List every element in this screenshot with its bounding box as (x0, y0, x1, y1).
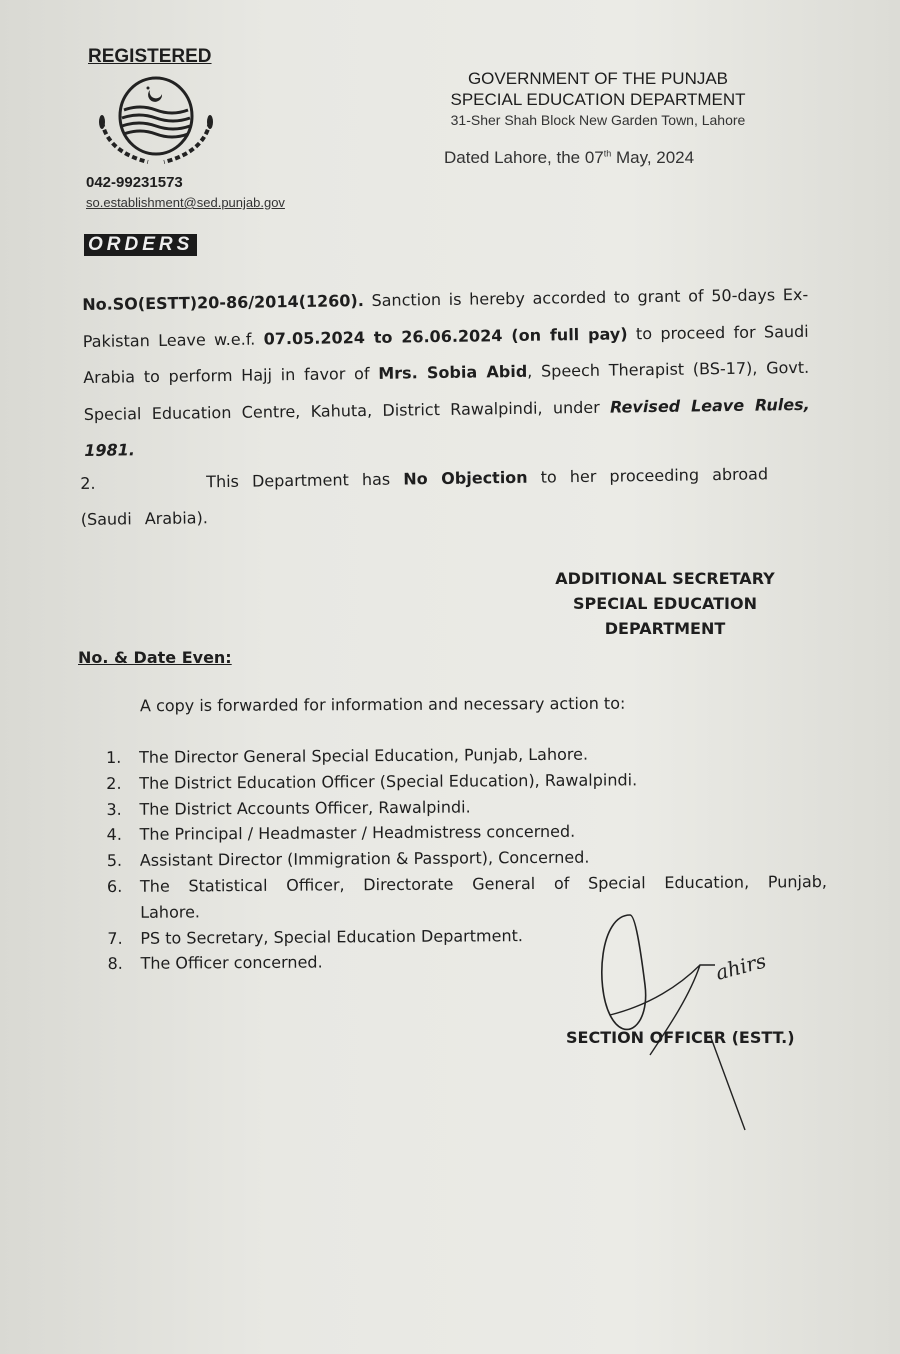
no-objection: No Objection (403, 467, 528, 489)
item-text: The Director General Special Education, Punjab, Lahore. (139, 744, 589, 767)
item-number: 5. (106, 851, 123, 871)
item-number: 1. (106, 747, 122, 767)
date-suffix: May, 2024 (611, 148, 695, 167)
item-text: The Principal / Headmaster / Headmistress concerned. (139, 822, 576, 845)
order-text: This Department has (206, 469, 404, 492)
order-text: Sanction is hereby accorded to grant of 50-days Ex-Pakistan Leave w.e.f. (82, 284, 809, 351)
section-officer-title: SECTION OFFICER (ESTT.) (566, 1028, 795, 1047)
registered-label: REGISTERED (88, 46, 212, 67)
orders-heading: ORDERS (84, 234, 197, 256)
department-title: SPECIAL EDUCATION DEPARTMENT (450, 90, 746, 109)
order-number: No.SO(ESTT)20-86/2014(1260). (82, 291, 364, 314)
item-text: Assistant Director (Immigration & Passport), Concerned. (139, 847, 590, 870)
leave-dates: 07.05.2024 to 26.06.2024 (on full pay) (263, 323, 628, 348)
item-text: The District Education Officer (Special Education), Rawalpindi. (139, 770, 638, 793)
date-prefix: Dated Lahore, the 07 (444, 148, 604, 167)
date-line (444, 148, 694, 168)
item-number: 3. (106, 799, 122, 819)
item-number: 7. (107, 928, 123, 948)
item-number: 4. (106, 825, 122, 845)
phone-number: 042-99231573 (86, 174, 183, 191)
signatory-line: DEPARTMENT (604, 619, 726, 638)
order-paragraph-2 (80, 456, 811, 538)
item-number: 6. (106, 876, 123, 896)
order-text: to her proceeding abroad (Saudi Arabia). (80, 464, 769, 529)
leave-rules: Revised Leave Rules, 1981. (84, 394, 810, 460)
employee-name: Mrs. Sobia Abid (378, 361, 528, 383)
order-text: to proceed for Saudi Arabia to perform Hajj in favor of (83, 321, 809, 387)
order-text: , Speech Therapist (BS-17), Govt. Special Education Centre, Kahuta, District Rawalpindi, under (83, 357, 810, 424)
handwritten-signature (590, 905, 790, 1135)
item-text: The Statistical Officer, Directorate General of Special Education, Punjab, Lahore. (139, 871, 828, 922)
signatory-line: ADDITIONAL SECRETARY (555, 569, 775, 588)
signatory-block (540, 566, 790, 641)
item-text: The Officer concerned. (140, 952, 323, 974)
no-and-date-even: No. & Date Even: (78, 648, 232, 667)
letterhead (418, 68, 778, 131)
date-superscript: th (603, 148, 612, 159)
item-number: 8. (107, 954, 123, 974)
svg-text:ahirs: ahirs (713, 948, 769, 985)
email-address: so.establishment@sed.punjab.gov (86, 195, 285, 210)
government-title: GOVERNMENT OF THE PUNJAB (467, 69, 729, 88)
item-text: The District Accounts Officer, Rawalpindi. (139, 797, 471, 819)
copy-forwarded-intro: A copy is forwarded for information and necessary action to: (139, 693, 626, 716)
paragraph-number: 2. (80, 473, 96, 493)
signatory-line: SPECIAL EDUCATION (573, 594, 757, 613)
punjab-government-emblem (92, 76, 220, 168)
item-number: 2. (106, 773, 122, 793)
order-paragraph-1 (82, 277, 810, 470)
department-address: 31-Sher Shah Block New Garden Town, Lahore (450, 112, 746, 128)
item-text: PS to Secretary, Special Education Department. (140, 925, 523, 948)
